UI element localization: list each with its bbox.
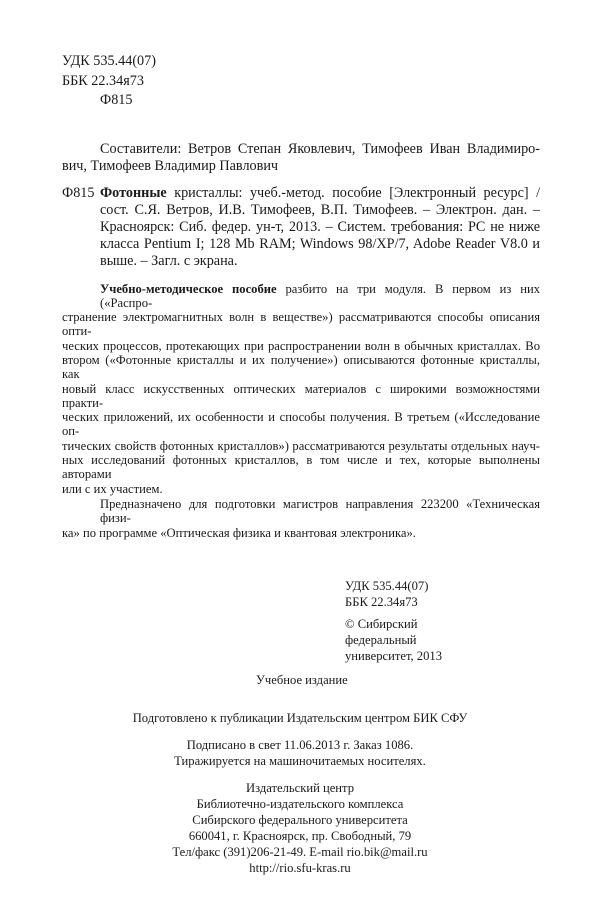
abstract-line: ческих приложений, их особенности и способы получения. В третьем («Исследование оп- xyxy=(62,410,540,439)
abstract-line: тических свойств фотонных кристаллов») рассматриваются результаты отдельных науч- xyxy=(62,438,540,453)
edition-type: Учебное издание xyxy=(256,672,348,687)
bib-title-rest: кристаллы: учеб.-метод. пособие [Электронный ресурс] / xyxy=(174,184,541,201)
abstract-line: ных исследований фотонных кристаллов, в том числе и тех, которые выполнены авторами xyxy=(62,453,540,482)
compilers xyxy=(62,141,540,175)
imprint xyxy=(0,672,600,876)
author-mark: Ф815 xyxy=(100,92,133,108)
abstract-line: или с их участием. xyxy=(62,481,163,496)
header xyxy=(62,52,540,111)
bib-line: выше. – Загл. с экрана. xyxy=(100,252,238,269)
bib-line: класса Pentium I; 128 Mb RAM; Windows 98/XP/7, Adobe Reader V8.0 и xyxy=(100,235,540,252)
media-line: Тиражируется на машиночитаемых носителях. xyxy=(174,753,426,768)
abstract-line: новый класс искусственных оптических материалов с широкими возможностями практи- xyxy=(62,381,540,410)
publisher-website: http://rio.sfu-kras.ru xyxy=(249,860,351,875)
abstract-line: втором («Фотонные кристаллы и их получение») описываются фотонные кристаллы, как xyxy=(62,352,540,382)
colophon-bbk: ББК 22.34я73 xyxy=(345,594,418,609)
publisher-contacts: Тел/факс (391)206-21-49. E-mail rio.bik@mail.ru xyxy=(172,844,428,859)
bib-line-1 xyxy=(100,185,540,202)
abstract xyxy=(62,282,540,540)
colophon xyxy=(62,578,540,664)
bib-entry xyxy=(62,185,540,270)
bib-title-bold: Фотонные xyxy=(100,184,167,201)
colophon-udk: УДК 535.44(07) xyxy=(345,578,429,593)
abstract-line: ческих процессов, протекающих при распространении волн в обычных кристаллах. Во xyxy=(62,338,540,353)
abstract-bold: Учебно-методическое пособие xyxy=(100,281,277,296)
bib-line: Красноярск: Сиб. федер. ун-т, 2013. – Систем. требования: PC не ниже xyxy=(100,218,540,235)
publisher-line: Издательский центр xyxy=(246,780,354,795)
abstract-line-1 xyxy=(62,282,540,311)
signed-line: Подписано в свет 11.06.2013 г. Заказ 1086. xyxy=(186,737,414,752)
udk-code: УДК 535.44(07) xyxy=(62,53,156,69)
compilers-line-1: Составители: Ветров Степан Яковлевич, Тимофеев Иван Владимиро- xyxy=(100,140,540,157)
prepared-by: Подготовлено к публикации Издательским центром БИК СФУ xyxy=(132,710,468,725)
bib-line: сост. С.Я. Ветров, И.В. Тимофеев, В.П. Тимофеев. – Электрон. дан. – xyxy=(100,201,540,218)
purpose-line: ка» по программе «Оптическая физика и квантовая электроника». xyxy=(62,525,416,540)
copyright-line: © Сибирский xyxy=(345,616,418,631)
compilers-line-2: вич, Тимофеев Владимир Павлович xyxy=(62,157,279,174)
purpose-line: Предназначено для подготовки магистров направления 223200 «Техническая физи- xyxy=(100,496,540,526)
abstract-line: странение электромагнитных волн в веществе») рассматриваются способы описания опти- xyxy=(62,310,540,339)
publisher-address: 660041, г. Красноярск, пр. Свободный, 79 xyxy=(188,828,412,843)
publisher-line: Библиотечно-издательского комплекса xyxy=(196,796,404,811)
bib-mark: Ф815 xyxy=(62,184,95,201)
abstract-first-rest: разбито на три модуля. В первом из них («Распро- xyxy=(100,281,541,310)
publisher-line: Сибирского федерального университета xyxy=(192,812,408,827)
copyright-line: университет, 2013 xyxy=(345,648,442,663)
bbk-code: ББК 22.34я73 xyxy=(62,72,144,89)
copyright-line: федеральный xyxy=(345,632,417,647)
